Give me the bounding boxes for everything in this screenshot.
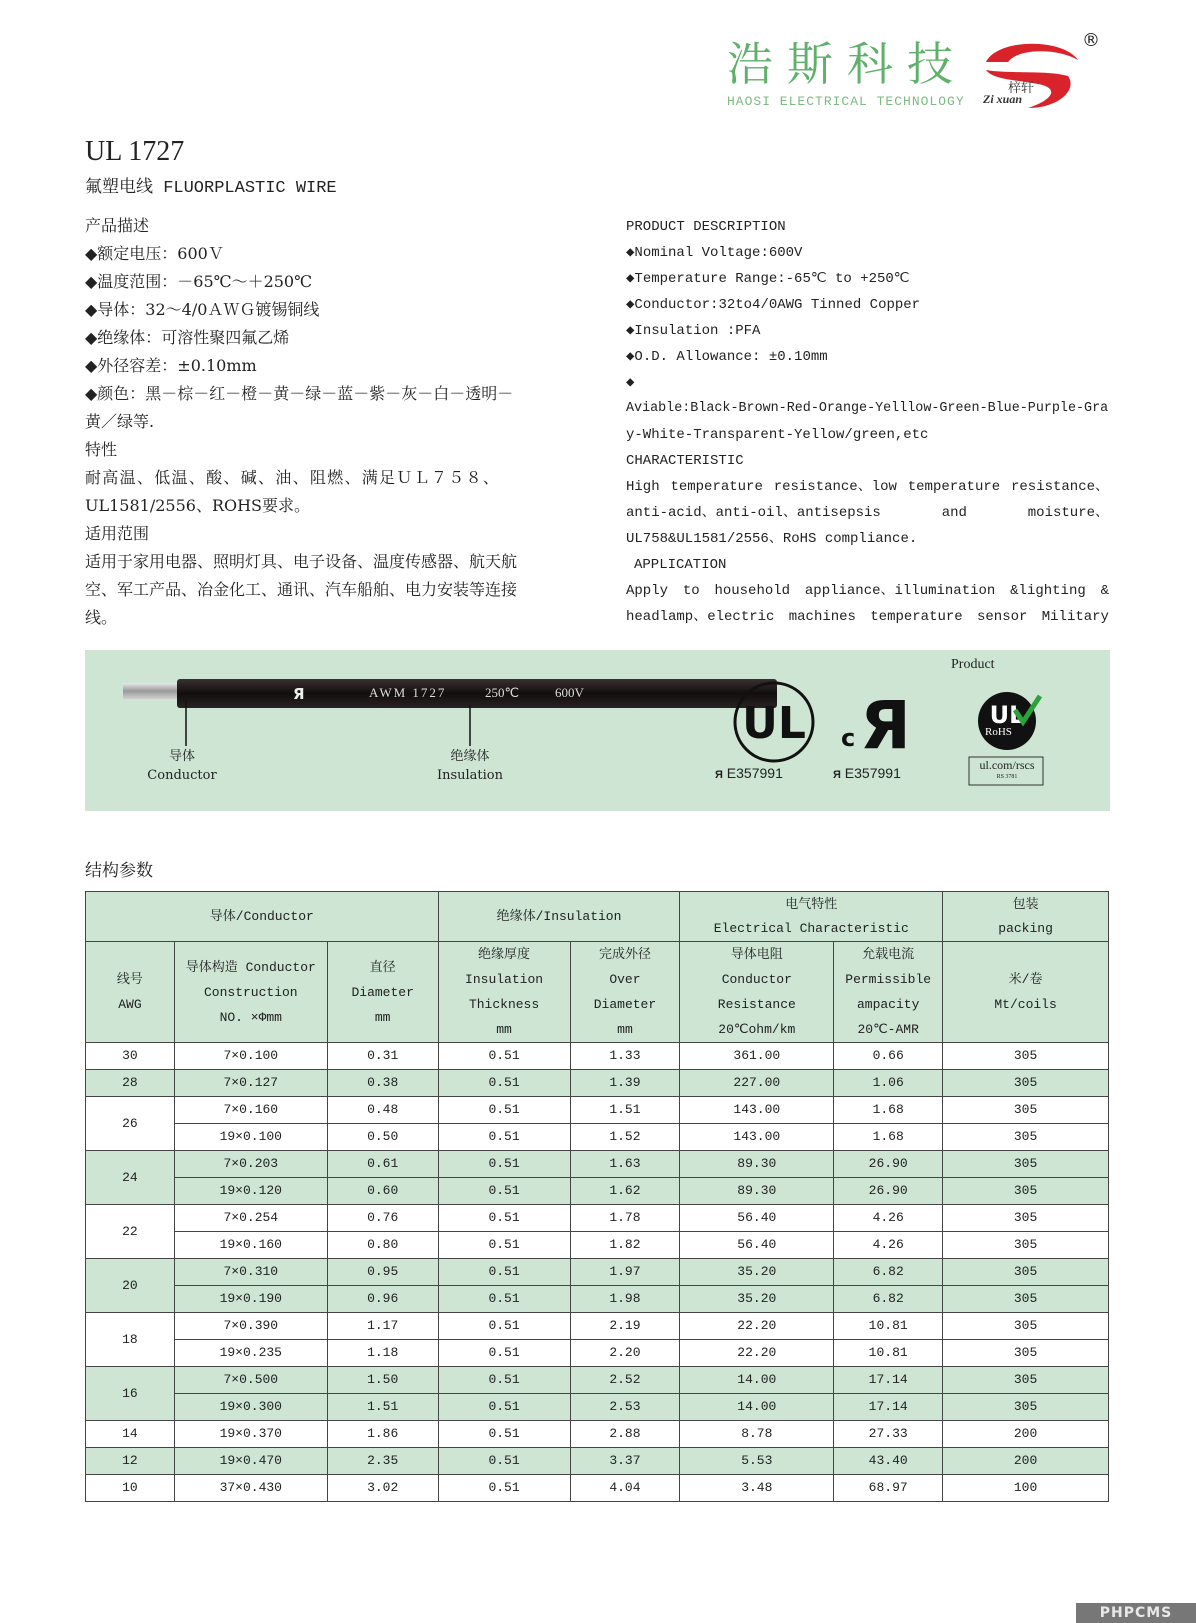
en-temperature: ◆Temperature Range:-65℃ to +250℃ [626, 271, 910, 287]
svg-text:UL: UL [742, 698, 806, 749]
brand-name-en: HAOSI ELECTRICAL TECHNOLOGY [727, 94, 965, 109]
wire-illustration [85, 650, 1110, 811]
en-description [626, 214, 1109, 630]
en-available-line2: y-White-Transparent-Yellow/green,etc [626, 427, 929, 443]
en-conductor: ◆Conductor:32to4/0AWG Tinned Copper [626, 297, 921, 313]
svg-text:Zi xuan: Zi xuan [983, 92, 1023, 106]
table-row: 14 19×0.370 1.86 0.51 2.88 8.78 27.33 200 [86, 1421, 1109, 1448]
table-row: 19×0.300 1.51 0.51 2.53 14.00 17.14 305 [86, 1394, 1109, 1421]
header-awg: 线号 AWG [86, 942, 175, 1043]
cru-recognized-icon: Я [860, 687, 911, 764]
label-insulation: 绝缘体 Insulation [436, 749, 504, 783]
cn-temperature: ◆温度范围：－65℃～＋250℃ [85, 272, 313, 291]
header-thickness: 绝缘厚度 Insulation Thickness mm [438, 942, 570, 1043]
svg-text:AWM 1727: AWM 1727 [369, 685, 447, 700]
table-row: 18 7×0.390 1.17 0.51 2.19 22.20 10.81 305 [86, 1313, 1109, 1340]
table-row: 19×0.190 0.96 0.51 1.98 35.20 6.82 305 [86, 1286, 1109, 1313]
en-heading-description: PRODUCT DESCRIPTION [626, 219, 786, 235]
page-subtitle: 氟塑电线 FLUORPLASTIC WIRE [85, 179, 337, 198]
cn-insulation: ◆绝缘体：可溶性聚四氟乙烯 [85, 328, 290, 347]
cn-description [85, 212, 585, 632]
header-group-electrical: 电气特性 Electrical Characteristic [680, 892, 943, 942]
cn-application-line3: 线。 [85, 608, 118, 627]
en-application-line1: Apply to household appliance、illumination &lighting & [626, 583, 1109, 599]
header-ampacity: 允载电流 Permissible ampacity 20℃-AMR [834, 942, 943, 1043]
header-group-insulation: 绝缘体/Insulation [438, 892, 680, 942]
en-available-line1: Aviable:Black-Brown-Red-Orange-Yelllow-Green-Blue-Purple-Gra [626, 401, 1109, 416]
en-application-line2: headlamp、electric machines temperature sensor Military [626, 609, 1109, 625]
table-row: 16 7×0.500 1.50 0.51 2.52 14.00 17.14 305 [86, 1367, 1109, 1394]
rohs-label: RoHS [985, 726, 1012, 738]
header-diameter: 直径 Diameter mm [327, 942, 438, 1043]
ul-file-number-1: Я E357991 [715, 765, 783, 781]
svg-text:250℃: 250℃ [485, 685, 520, 700]
en-heading-application: APPLICATION [634, 557, 727, 573]
table-row: 28 7×0.127 0.38 0.51 1.39 227.00 1.06 305 [86, 1070, 1109, 1097]
table-row: 19×0.120 0.60 0.51 1.62 89.30 26.90 305 [86, 1178, 1109, 1205]
section-title: 结构参数 [85, 861, 153, 881]
table-row: 26 7×0.160 0.48 0.51 1.51 143.00 1.68 305 [86, 1097, 1109, 1124]
cn-conductor: ◆导体：32～4/0ＡＷＧ镀锡铜线 [85, 300, 320, 319]
brand-name-cn: 浩斯科技 [727, 37, 967, 91]
cn-colors-line1: ◆颜色：黑－棕－红－橙－黄－绿－蓝－紫－灰－白－透明－ [85, 384, 514, 403]
page-title: UL 1727 [85, 136, 185, 167]
cn-colors-line2: 黄／绿等. [85, 412, 155, 431]
table-row: 30 7×0.100 0.31 0.51 1.33 361.00 0.66 305 [86, 1043, 1109, 1070]
en-heading-characteristic: CHARACTERISTIC [626, 453, 744, 469]
cn-od-tolerance: ◆外径容差：±0.10mm [85, 356, 257, 375]
insulation-jacket [177, 679, 777, 708]
watermark: PHPCMS [1076, 1603, 1196, 1623]
cn-application-line1: 适用于家用电器、照明灯具、电子设备、温度传感器、航天航 [85, 552, 518, 571]
header-construction: 导体构造 Conductor Construction NO. ×Φmm [174, 942, 327, 1043]
table-row: 10 37×0.430 3.02 0.51 4.04 3.48 68.97 100 [86, 1475, 1109, 1502]
header-packing: 米/卷 Mt/coils [943, 942, 1109, 1043]
cn-characteristic-line2: UL1581/2556、ROHS要求。 [85, 496, 311, 515]
zixuan-logo [978, 30, 1098, 115]
en-od-tolerance: ◆O.D. Allowance: ±0.10mm [626, 349, 828, 365]
en-characteristic-line3: UL758&UL1581/2556、RoHS compliance. [626, 531, 918, 547]
en-characteristic-line2: anti-acid、anti-oil、antisepsis and moisture、 [626, 505, 1109, 521]
ul-website: ul.com/rscs RS 3781 [979, 758, 1035, 780]
table-row: 20 7×0.310 0.95 0.51 1.97 35.20 6.82 305 [86, 1259, 1109, 1286]
en-insulation: ◆Insulation :PFA [626, 323, 761, 339]
table-row: 12 19×0.470 2.35 0.51 3.37 5.53 43.40 200 [86, 1448, 1109, 1475]
table-row: 19×0.100 0.50 0.51 1.52 143.00 1.68 305 [86, 1124, 1109, 1151]
cn-heading-description: 产品描述 [85, 216, 150, 235]
cn-characteristic-line1: 耐高温、低温、酸、碱、油、阻燃、满足ＵＬ７５８、 [85, 468, 501, 487]
svg-text:梓轩: 梓轩 [1008, 81, 1035, 96]
table-row: 22 7×0.254 0.76 0.51 1.78 56.40 4.26 305 [86, 1205, 1109, 1232]
svg-text:UL: UL [989, 701, 1025, 729]
cn-voltage: ◆额定电压：600Ｖ [85, 244, 224, 263]
cn-heading-characteristic: 特性 [85, 440, 118, 459]
header-group-packing: 包装 packing [943, 892, 1109, 942]
svg-text:c: c [841, 724, 856, 752]
header-group-conductor: 导体/Conductor [86, 892, 439, 942]
svg-text:600V: 600V [555, 685, 584, 700]
header-resistance: 导体电阻 Conductor Resistance 20℃ohm/km [680, 942, 834, 1043]
label-conductor: 导体 Conductor [147, 749, 217, 783]
svg-text:®: ® [1082, 30, 1100, 51]
table-row: 19×0.160 0.80 0.51 1.82 56.40 4.26 305 [86, 1232, 1109, 1259]
spec-table [85, 891, 1109, 1502]
product-banner [85, 650, 1110, 811]
cn-application-line2: 空、军工产品、冶金化工、通讯、汽车船舶、电力安装等连接 [85, 580, 518, 599]
table-row: 24 7×0.203 0.61 0.51 1.63 89.30 26.90 305 [86, 1151, 1109, 1178]
product-label: Product [951, 657, 995, 672]
header-over-diameter: 完成外径 Over Diameter mm [570, 942, 680, 1043]
ul-file-number-2: Я E357991 [833, 765, 901, 781]
en-characteristic-line1: High temperature resistance、low temperature resistance、 [626, 479, 1109, 495]
cn-heading-application: 适用范围 [85, 524, 150, 543]
table-row: 19×0.235 1.18 0.51 2.20 22.20 10.81 305 [86, 1340, 1109, 1367]
en-voltage: ◆Nominal Voltage:600V [626, 245, 803, 261]
conductor-strand [123, 683, 185, 699]
svg-text:Я: Я [293, 685, 305, 703]
en-bullet: ◆ [626, 375, 635, 391]
